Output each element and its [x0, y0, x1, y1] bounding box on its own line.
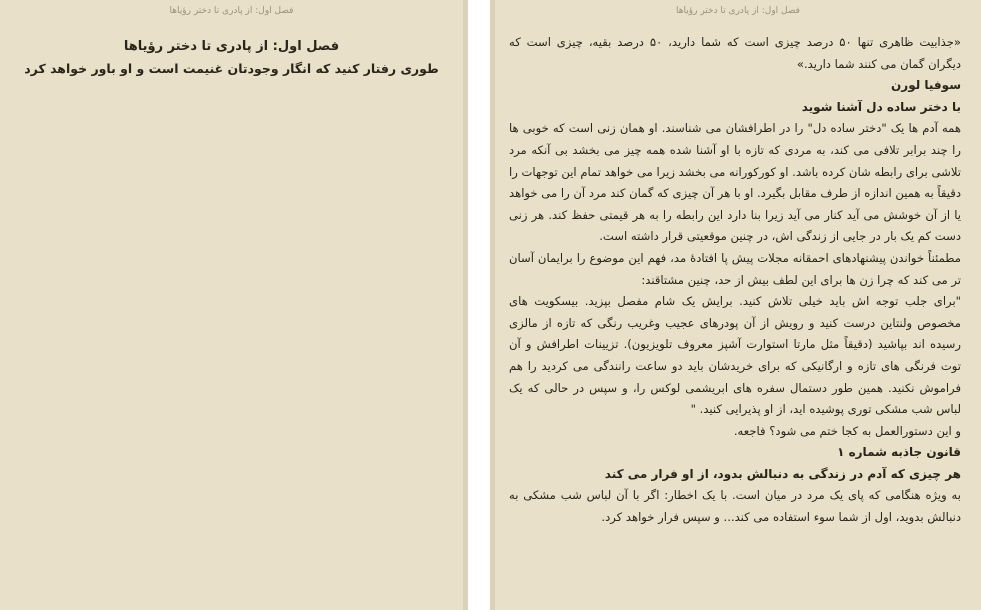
- right-page: [495, 0, 981, 610]
- law-heading: قانون جاذبه شماره ۱: [837, 445, 961, 460]
- paragraph: همه آدم ها یک "دختر ساده دل" را در اطرافشان می شناسند. او همان زنی است که خوبی ها را چند برابر تلافی می کند، به مردی که تازه با او آشنا شده همه چیز می بخشد بی آنکه مرد تلاشی برای رابطه شان کرده باشد. او کورکورانه می بخشد زیرا می خواهد تمام این توجهات را دقیقاً به همین اندازه از طرف مقابل بگیرد. او با هر آن چیزی که گمان کند مرد آن را می خواهد یا از آن خوشش می آید کنار می آید زیرا بنا دارد این رابطه را به هر قیمتی حفظ کند. هر زنی دست کم یک بار در جایی از زندگی اش، در چنین موقعیتی قرار داشته است.: [509, 121, 961, 244]
- running-header: فصل اول: از پادری تا دختر رؤیاها: [169, 6, 294, 16]
- section-heading: با دختر ساده دل آشنا شوید: [801, 99, 961, 114]
- quote-author: سوفیا لورن: [891, 78, 961, 93]
- paragraph: "برای جلب توجه اش باید خیلی تلاش کنید. برایش یک شام مفصل بپزید. بیسکویت های مخصوص ولنتاین درست کنید و رویش از آن پودرهای عجیب وغریب رنگی که تازه از مالزی رسیده اند بپاشید (دقیقاً مثل مارتا استوارت آشپز معروف تلویزیون). تزیینات اطرافش و آن توت فرنگی های تازه و ارگانیکی که برای خریدشان باید دو ساعت رانندگی می کردید را هم فراموش نکنید. همین طور دستمال سفره های ابریشمی لوکس را، و سپس در حالی که یک لباس شب مشکی توری پوشیده اید، از او پذیرایی کنید. ": [509, 294, 961, 417]
- page-gutter: [463, 0, 468, 610]
- paragraph: مطمئناً خواندن پیشنهادهای احمقانه مجلات پیش پا افتادهٔ مد، فهم این موضوع را برایمان آسان تر می کند که چرا زن ها برای این لطف بیش از حد، چنین مشتاقند:: [509, 250, 961, 287]
- chapter-title: فصل اول: از پادری تا دختر رؤیاها: [123, 39, 340, 54]
- chapter-subtitle: طوری رفتار کنید که انگار وجودتان غنیمت است و او باور خواهد کرد: [24, 61, 439, 76]
- page-body: [509, 32, 961, 529]
- paragraph: و این دستورالعمل به کجا ختم می شود؟ فاجعه.: [733, 423, 961, 438]
- left-page: [0, 0, 463, 610]
- law-text: هر چیزی که آدم در زندگی به دنبالش بدود، از او فرار می کند: [604, 466, 961, 481]
- paragraph: به ویژه هنگامی که پای یک مرد در میان است. با یک اخطار: اگر با آن لباس شب مشکی به دنبالش بدوید، اول از شما سوء استفاده می کند... و سپس فرار خواهد کرد.: [509, 488, 961, 525]
- chapter-heading: [10, 36, 453, 80]
- epigraph-quote: «جذابیت ظاهری تنها ۵۰ درصد چیزی است که شما دارید، ۵۰ درصد بقیه، چیزی است که دیگران گمان می کنند شما دارید.»: [509, 35, 961, 71]
- running-header: فصل اول: از پادری تا دختر رؤیاها: [676, 6, 800, 16]
